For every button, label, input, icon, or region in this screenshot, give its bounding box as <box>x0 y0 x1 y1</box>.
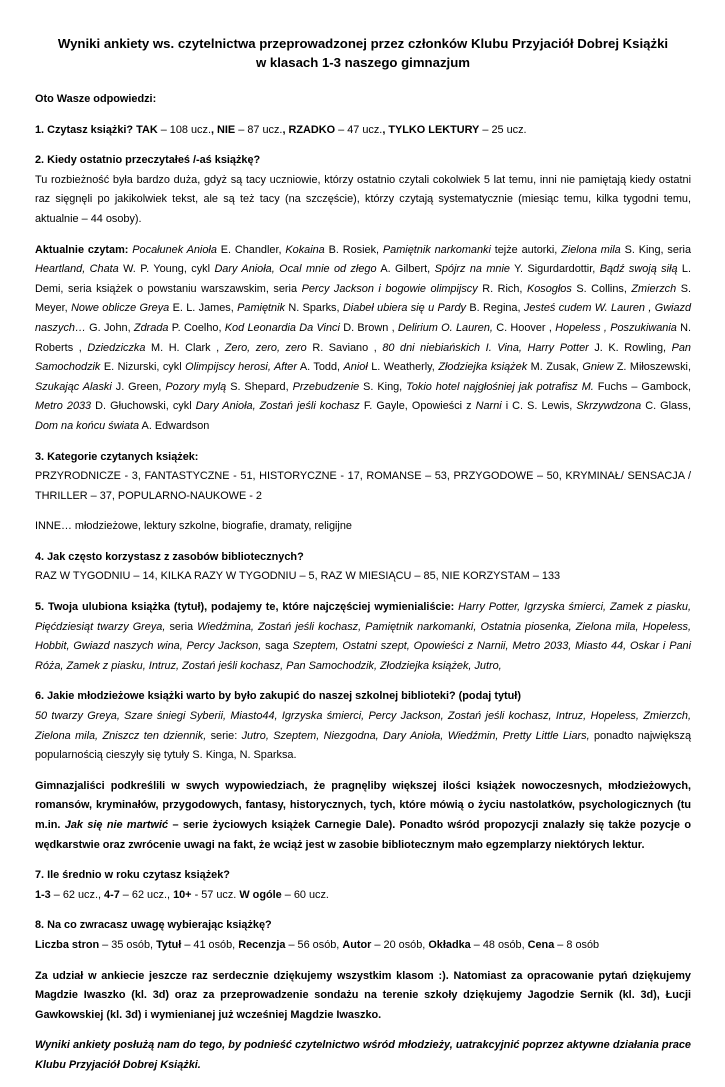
text-run: Kokaina <box>285 243 325 256</box>
currently-reading <box>35 241 691 437</box>
text-run: 1-3 <box>35 888 51 901</box>
text-run: Pamiętnik narkomanki <box>382 243 491 256</box>
text-run: E. Chandler, <box>216 243 286 256</box>
text-run: D. Brown , <box>339 321 398 334</box>
q4-question: 4. Jak często korzystasz z zasobów bibliotecznych? <box>35 550 304 563</box>
text-run: – 20 osób, <box>371 938 429 951</box>
text-run: P. Coelho, <box>168 321 225 334</box>
text-run: Percy Jackson i bogowie olimpijscy <box>301 282 478 295</box>
document-page <box>35 34 691 1087</box>
text-run: Zmierzch <box>631 282 677 295</box>
text-run: Skrzywdzona <box>576 400 642 413</box>
question-1 <box>35 121 691 141</box>
text-run: Dary Anioła, Ocal mnie od złego <box>214 263 377 276</box>
q3-answer: PRZYRODNICZE - 3, FANTASTYCZNE - 51, HISTORYCZNE - 17, ROMANSE – 53, PRZYGODOWE – 50, KRYMINAŁ/ SENSACJA / THRILLER – 37, POPULARNO-NAUKOWE - 2 <box>35 470 691 502</box>
text-run: i C. S. Lewis, <box>501 400 577 413</box>
text-run: Zero, zero, zero <box>224 341 307 354</box>
text-run: E. Nizurski, cykl <box>100 361 186 374</box>
text-run: Dom na końcu świata <box>35 419 140 432</box>
text-run: Tokio hotel najgłośniej jak potrafisz M. <box>406 380 594 393</box>
text-run: Jak się nie martwić <box>64 819 169 831</box>
text-run: – 62 ucz., <box>50 888 105 901</box>
text-run: Pocałunek Anioła <box>132 243 217 256</box>
q1-question: 1. Czytasz książki? <box>35 123 134 136</box>
text-run: saga <box>261 640 293 653</box>
text-run: – 56 osób, <box>285 938 343 951</box>
text-run: L. Demi, seria książek o powstaniu warszawskim, seria <box>35 263 692 295</box>
q3-question: 3. Kategorie czytanych książek: <box>35 450 199 463</box>
text-run: Metro 2033 <box>35 400 92 413</box>
text-run: R. Saviano , <box>306 341 383 354</box>
text-run: seria <box>165 620 198 633</box>
current-label: Aktualnie czytam: <box>35 243 129 256</box>
question-3 <box>35 448 691 507</box>
q1-lektury-value: – 25 ucz. <box>482 123 527 136</box>
text-run: 4-7 <box>104 888 120 901</box>
q6-question: 6. Jakie młodzieżowe książki warto by było zakupić do naszej szkolnej biblioteki? (podaj tytuł) <box>35 690 521 703</box>
text-run: – serie życiowych książek Carnegie Dale). Ponadto wśród propozycji znalazły się także pozycje o wędkarstwie oraz zwrócenie uwagi na fakt, że wciąż jest w zasobie bibliotecznym mało egzemplarzy niektórych lektur. <box>35 819 691 851</box>
text-run: J. K. Rowling, <box>588 341 672 354</box>
text-run: Recenzja <box>238 938 286 951</box>
text-run: Liczba stron <box>35 938 100 951</box>
title-line-2: w klasach 1-3 naszego gimnazjum <box>255 55 470 70</box>
text-run: S. King, seria <box>620 243 692 256</box>
intro: Oto Wasze odpowiedzi: <box>35 93 157 105</box>
title-line-1: Wyniki ankiety ws. czytelnictwa przeprowadzonej przez członków Klubu Przyjaciół Dobrej Książki <box>57 36 669 51</box>
q1-nie-value: – 87 ucz. <box>238 123 283 136</box>
text-run: Pan Samochodzik <box>35 341 691 374</box>
text-run: ponadto największą popularnością cieszyły się tytuły S. Kinga, N. Sparksa. <box>35 729 692 762</box>
text-run: W ogóle <box>239 888 282 901</box>
text-run: A. Gilbert, <box>376 263 435 276</box>
text-run: Tytuł <box>156 938 182 951</box>
thanks: Za udział w ankiecie jeszcze raz serdecznie dziękujemy wszystkim klasom :). Natomiast za opracowanie pytań dziękujemy Magdzie Iwaszko (kl. 3d) oraz za przeprowadzenie sondażu na terenie szkoły dziękujemy Jagodzie Sernik (kl. 3d), Łucji Gawkowskiej (kl. 3d) i wymienianej już wcześniej Magdzie Iwaszko. <box>35 969 691 1021</box>
text-run: – 8 osób <box>554 938 600 951</box>
text-run: Olimpijscy herosi, After <box>185 361 297 374</box>
text-run: N. Sparks, <box>284 302 343 315</box>
q1-tak-label: TAK <box>136 123 158 136</box>
text-run: G. John, <box>85 321 134 334</box>
q6-answer <box>35 710 691 761</box>
text-run: Wiedźmina, Zostań jeśli kochasz, Pamiętnik narkomanki, Ostatnia piosenka, Zielona mila, Hopeless, Hobbit, Gwiazd naszych wina, Percy Jackson, <box>35 620 691 653</box>
text-run: tejże autorki, <box>490 243 562 256</box>
text-run: Gimnazjaliści podkreślili w swych wypowiedziach, że pragnęliby większej ilości książek nowoczesnych, młodzieżowych, romansów, kryminałów, przygodowych, fantasy, historycznych, tych, które mówią o życiu nastolatków, psychologicznych (tu m.in. <box>35 779 691 831</box>
text-run: Okładka <box>428 938 471 951</box>
question-7 <box>35 866 691 905</box>
text-run: 10+ <box>173 888 192 901</box>
text-run: Harry Potter, Igrzyska śmierci, Zamek z piasku, Pięćdziesiąt twarzy Greya, <box>35 601 691 633</box>
text-run: Y. Sigurdardottir, <box>509 263 600 276</box>
text-run: W. P. Young, cykl <box>118 263 215 276</box>
q2-answer: Tu rozbieżność była bardzo duża, gdyż są tacy uczniowie, którzy ostatnio czytali cokolwiek 5 lat temu, inni nie pamiętają kiedy ostatni raz sięgnęli po jakikolwiek tekst, ale są też tacy (na szczęście), którzy czytają systematycznie (miesiąc temu, kilka tygodni temu, aktualnie – 44 osoby). <box>35 173 691 225</box>
text-run: Zielona mila <box>561 243 621 256</box>
text-run: Narni <box>475 400 502 413</box>
q5-question: 5. Twoja ulubiona książka (tytuł), podajemy te, które najczęściej wymienialiście: <box>35 601 455 614</box>
text-run: – 41 osób, <box>181 938 239 951</box>
text-run: F. Gayle, Opowieści z <box>359 400 476 413</box>
q3-other: INNE… młodzieżowe, lektury szkolne, biografie, dramaty, religijne <box>35 520 352 533</box>
text-run: Bądź swoją siłą <box>599 263 678 276</box>
q8-question: 8. Na co zwracasz uwagę wybierając książkę? <box>35 919 272 932</box>
question-4 <box>35 548 691 587</box>
text-run: J. Green, <box>111 380 166 393</box>
text-run: L. Weatherly, <box>367 361 439 374</box>
text-run: Dary Anioła, Zostań jeśli kochasz <box>195 400 360 413</box>
question-6 <box>35 687 691 765</box>
text-run: B. Regina, <box>465 302 524 315</box>
text-run: M. Zusak, <box>527 361 583 374</box>
text-run: A. Edwardson <box>139 419 210 432</box>
q7-question: 7. Ile średnio w roku czytasz książek? <box>35 869 230 882</box>
text-run: Cena <box>527 938 555 951</box>
text-run: S. Shepard, <box>226 380 293 393</box>
text-run: serie: <box>206 729 242 742</box>
q1-rzadko-value: – 47 ucz. <box>338 123 383 136</box>
text-run: – 62 ucz., <box>119 888 174 901</box>
q1-lektury-label: , TYLKO LEKTURY <box>382 123 480 136</box>
text-run: C. Hoover , <box>492 321 556 334</box>
text-run: – 60 ucz. <box>281 888 329 901</box>
text-run: 80 dni niebiańskich I. Vina, Harry Potter <box>382 341 589 354</box>
text-run: Spójrz na mnie <box>434 263 510 276</box>
text-run: Autor <box>342 938 372 951</box>
text-run: B. Rosiek, <box>324 243 383 256</box>
text-run: Kod Leonardia Da Vinci <box>224 321 340 334</box>
text-run: Przebudzenie <box>292 380 360 393</box>
q1-nie-label: , NIE <box>210 123 236 136</box>
text-run: Szeptem, Ostatni szept, Opowieści z Narnii, Metro 2033, Miasto 44, Oskar i Pani Róża, Zamek z piasku, Intruz, Zostań jeśli kochasz, Pan Samochodzik, Złodziejka książek, Jutro, <box>35 640 691 672</box>
text-run: – 35 osób, <box>99 938 157 951</box>
q2-question: 2. Kiedy ostatnio przeczytałeś /-aś książkę? <box>35 154 261 167</box>
question-2 <box>35 151 691 229</box>
text-run: Gniew <box>582 361 614 374</box>
text-run: Pozory mylą <box>165 380 227 393</box>
text-run: 50 twarzy Greya, Szare śniegi Syberii, Miasto44, Igrzyska śmierci, Percy Jackson, Zostań jeśli kochasz, Intruz, Hopeless, Zmierzch, Zielona mila, Zniszcz ten dziennik, <box>35 710 691 742</box>
text-run: Jesteś cudem W. Lauren , Gwiazd naszych… <box>35 302 692 334</box>
text-run: E. L. James, <box>169 302 238 315</box>
text-run: Pamiętnik <box>237 302 285 315</box>
text-run: S. Collins, <box>571 282 632 295</box>
text-run: Zdrada <box>133 321 169 334</box>
q8-answer <box>35 939 599 951</box>
text-run: C. Glass, <box>641 400 692 413</box>
text-run: Diabeł ubiera się u Pardy <box>342 302 466 315</box>
q1-tak-value: – 108 ucz. <box>160 123 211 136</box>
text-run: Fuchs – Gambock, <box>593 380 691 393</box>
text-run: Nowe oblicze Greya <box>71 302 170 315</box>
text-run: Delirium O. Lauren, <box>397 321 493 334</box>
text-run: M. H. Clark , <box>145 341 225 354</box>
closing: Wyniki ankiety posłużą nam do tego, by podnieść czytelnictwo wśród młodzieży, uatrakcyjnić poprzez aktywne działania prace Klubu Przyjaciół Dobrej Książki. <box>35 1039 691 1071</box>
text-run: Kosogłos <box>526 282 572 295</box>
text-run: S. King, <box>359 380 407 393</box>
text-run: R. Rich, <box>477 282 527 295</box>
text-run: Hopeless , Poszukiwania <box>555 321 677 334</box>
q4-answer: RAZ W TYGODNIU – 14, KILKA RAZY W TYGODNIU – 5, RAZ W MIESIĄCU – 85, NIE KORZYSTAM – 133 <box>35 570 561 583</box>
current-list <box>35 244 691 432</box>
text-run: Anioł <box>343 361 368 374</box>
question-5 <box>35 598 691 676</box>
text-run: S. Meyer, <box>35 282 691 315</box>
q1-rzadko-label: , RZADKO <box>282 123 336 136</box>
summary <box>35 777 691 855</box>
text-run: Heartland, Chata <box>35 263 119 276</box>
text-run: - 57 ucz. <box>191 888 240 901</box>
text-run: Złodziejka książek <box>438 361 528 374</box>
text-run: Z. Miłoszewski, <box>613 361 691 374</box>
text-run: D. Głuchowski, cykl <box>91 400 196 413</box>
page-title <box>35 34 691 72</box>
text-run: – 48 osób, <box>470 938 528 951</box>
text-run: Jutro, Szeptem, Niezgodna, Dary Anioła, Wiedźmin, Pretty Little Liars, <box>241 729 590 742</box>
text-run: N. Roberts , <box>35 321 692 354</box>
text-run: Szukając Alaski <box>35 380 112 393</box>
question-8 <box>35 916 691 955</box>
text-run: A. Todd, <box>296 361 344 374</box>
text-run: Dziedziczka <box>87 341 146 354</box>
q7-answer <box>35 889 329 901</box>
